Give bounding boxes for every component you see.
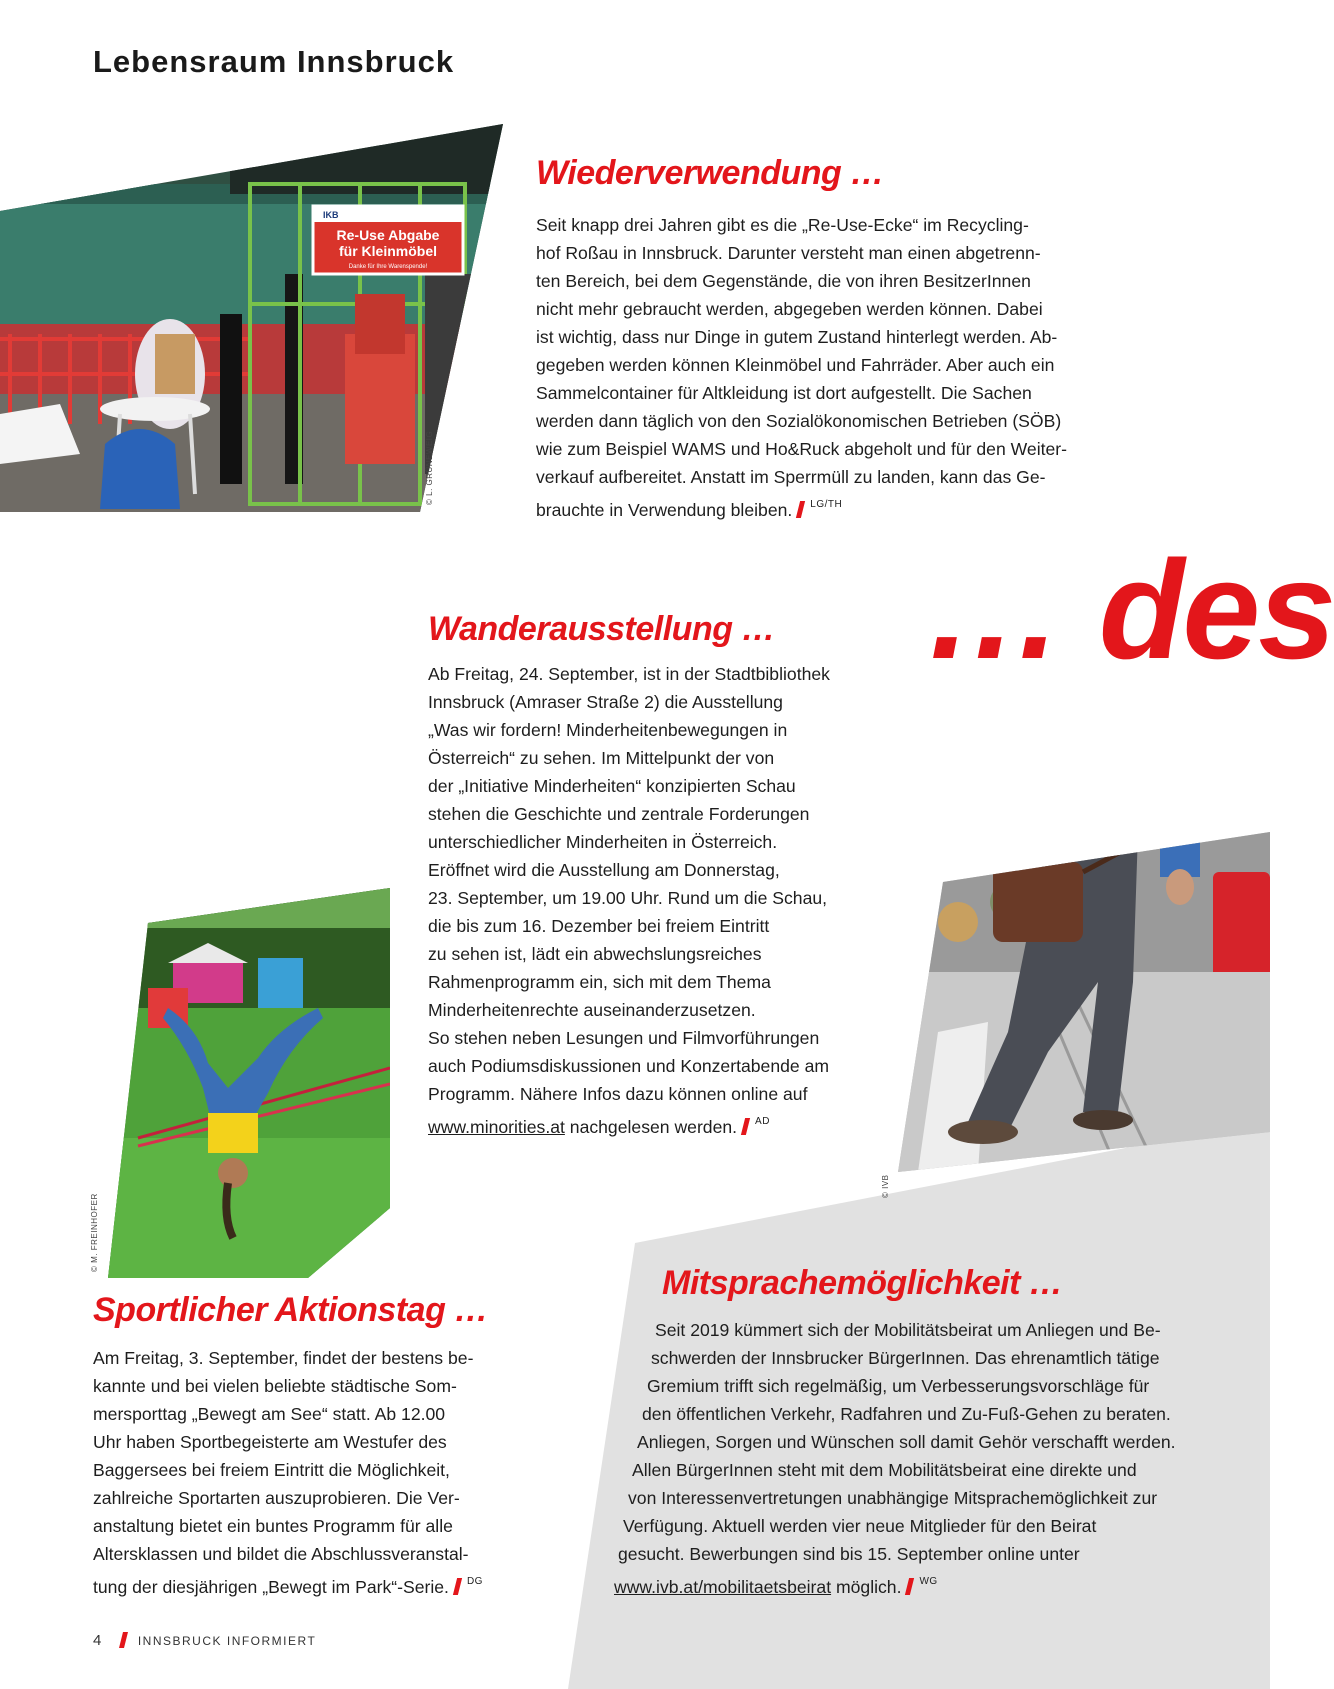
photo-credit-ivb: © IVB <box>881 1174 890 1198</box>
publication-name: INNSBRUCK INFORMIERT <box>137 1634 317 1648</box>
wiederverwendung-title: Wiederverwendung … <box>536 154 884 192</box>
text-line-rest: nachgelesen werden. <box>564 1117 738 1137</box>
text-line: zu sehen ist, lädt ein abwechslungsreiches <box>428 944 762 964</box>
mitsprache-body <box>0 1316 1270 1601</box>
text-line: gegeben werden können Kleinmöbel und Fahrräder. Aber auch ein <box>536 355 1055 375</box>
end-mark-icon <box>741 1118 750 1135</box>
wanderausstellung-body <box>428 660 830 1141</box>
end-mark-icon <box>905 1578 914 1595</box>
text-line: Programm. Nähere Infos dazu können online auf <box>428 1084 808 1104</box>
author-abbr: LG/TH <box>810 499 843 510</box>
text-line: tung der diesjährigen „Bewegt im Park“-Serie. <box>93 1577 449 1597</box>
end-mark-icon <box>796 501 805 518</box>
text-line: Anliegen, Sorgen und Wünschen soll damit Gehör verschafft werden. <box>637 1432 1176 1452</box>
photo-credit-reuse: © L. GRÜNEWEIG <box>425 430 434 505</box>
text-line: Baggersees bei freiem Eintritt die Möglichkeit, <box>93 1460 450 1480</box>
text-line: Rahmenprogramm ein, sich mit dem Thema <box>428 972 771 992</box>
text-line: gesucht. Bewerbungen sind bis 15. September online unter <box>618 1544 1080 1564</box>
text-line: mersporttag „Bewegt am See“ statt. Ab 12.00 <box>93 1404 446 1424</box>
page-number: 4 <box>93 1632 103 1649</box>
page-footer <box>93 1632 316 1649</box>
text-line: werden dann täglich von den Sozialökonomischen Betrieben (SÖB) <box>536 411 1062 431</box>
text-line: Am Freitag, 3. September, findet der bestens be- <box>93 1348 474 1368</box>
text-line: stehen die Geschichte und zentrale Forderungen <box>428 804 810 824</box>
text-line: Seit knapp drei Jahren gibt es die „Re-Use-Ecke“ im Recycling- <box>536 215 1029 235</box>
text-line: hof Roßau in Innsbruck. Darunter versteht man einen abgetrenn- <box>536 243 1041 263</box>
text-line: Altersklassen und bildet die Abschlussveranstal- <box>93 1544 469 1564</box>
text-line: So stehen neben Lesungen und Filmvorführungen <box>428 1028 820 1048</box>
text-line: ten Bereich, bei dem Gegenstände, die von ihren BesitzerInnen <box>536 271 1031 291</box>
author-abbr: DG <box>466 1576 483 1587</box>
text-line: „Was wir fordern! Minderheitenbewegungen in <box>428 720 788 740</box>
text-line: unterschiedlicher Minderheiten in Österreich. <box>428 832 778 852</box>
footer-mark-icon <box>119 1632 128 1648</box>
text-line: zahlreiche Sportarten auszuprobieren. Die Ver- <box>93 1488 460 1508</box>
author-abbr: WG <box>919 1576 938 1587</box>
text-line: die bis zum 16. Dezember bei freiem Eintritt <box>428 916 770 936</box>
text-line: Minderheitenrechte auseinanderzusetzen. <box>428 1000 756 1020</box>
author-abbr: AD <box>755 1116 770 1127</box>
text-line: wie zum Beispiel WAMS und Ho&Ruck abgeholt und für den Weiter- <box>536 439 1067 459</box>
text-line: Allen BürgerInnen steht mit dem Mobilitätsbeirat eine direkte und <box>632 1460 1137 1480</box>
text-line: kannte und bei vielen beliebte städtische Som- <box>93 1376 457 1396</box>
mobilitaetsbeirat-link[interactable]: www.ivb.at/mobilitaetsbeirat <box>614 1577 832 1597</box>
pedestrian-photo <box>898 832 1270 1172</box>
text-line: Gremium trifft sich regelmäßig, um Verbesserungsvorschläge für <box>647 1376 1150 1396</box>
text-line: brauchte in Verwendung bleiben. <box>536 500 793 520</box>
sign-brand: IKB <box>323 210 339 220</box>
text-line: Österreich“ zu sehen. Im Mittelpunkt der von <box>428 748 775 768</box>
text-line: anstaltung bietet ein buntes Programm für alle <box>93 1516 453 1536</box>
text-line: Sammelcontainer für Altkleidung ist dort aufgestellt. Die Sachen <box>536 383 1032 403</box>
text-line: der „Initiative Minderheiten“ konzipierten Schau <box>428 776 796 796</box>
wiederverwendung-body <box>536 211 1067 524</box>
sport-photo <box>108 888 390 1278</box>
text-line-rest: möglich. <box>831 1577 902 1597</box>
text-line: Ab Freitag, 24. September, ist in der Stadtbibliothek <box>428 664 830 684</box>
minorities-link[interactable]: www.minorities.at <box>428 1117 565 1137</box>
mitsprache-title: Mitsprachemöglichkeit … <box>662 1264 1063 1302</box>
text-line: Seit 2019 kümmert sich der Mobilitätsbeirat um Anliegen und Be- <box>655 1320 1161 1340</box>
wanderausstellung-title: Wanderausstellung … <box>428 610 775 648</box>
text-line: den öffentlichen Verkehr, Radfahren und Zu-Fuß-Gehen zu beraten. <box>642 1404 1171 1424</box>
text-line: schwerden der Innsbrucker BürgerInnen. Das ehrenamtlich tätige <box>651 1348 1160 1368</box>
text-line: verkauf aufbereitet. Anstatt im Sperrmüll zu landen, kann das Ge- <box>536 467 1046 487</box>
sign-line3: Danke für Ihre Warenspende! <box>348 264 428 270</box>
text-line: von Interessenvertretungen unabhängige Mitsprachemöglichkeit zur <box>628 1488 1158 1508</box>
text-line: auch Podiumsdiskussionen und Konzertabende am <box>428 1056 830 1076</box>
section-title: Lebensraum Innsbruck <box>93 44 455 79</box>
text-line: 23. September, um 19.00 Uhr. Rund um die Schau, <box>428 888 828 908</box>
text-line: Verfügung. Aktuell werden vier neue Mitglieder für den Beirat <box>623 1516 1097 1536</box>
text-line: ist wichtig, dass nur Dinge in gutem Zustand hinterlegt werden. Ab- <box>536 327 1058 347</box>
photo-credit-sport: © M. FREINHOFER <box>90 1193 99 1272</box>
big-headline-fragment: … des <box>924 531 1334 688</box>
text-line: Innsbruck (Amraser Straße 2) die Ausstellung <box>428 692 783 712</box>
sport-title: Sportlicher Aktionstag … <box>93 1291 488 1329</box>
text-line: Uhr haben Sportbegeisterte am Westufer des <box>93 1432 447 1452</box>
text-line: nicht mehr gebraucht werden, abgegeben werden können. Dabei <box>536 299 1043 319</box>
sign-line2: für Kleinmöbel <box>338 243 438 259</box>
sign-line1: Re-Use Abgabe <box>336 227 440 243</box>
text-line: Eröffnet wird die Ausstellung am Donnerstag, <box>428 860 780 880</box>
